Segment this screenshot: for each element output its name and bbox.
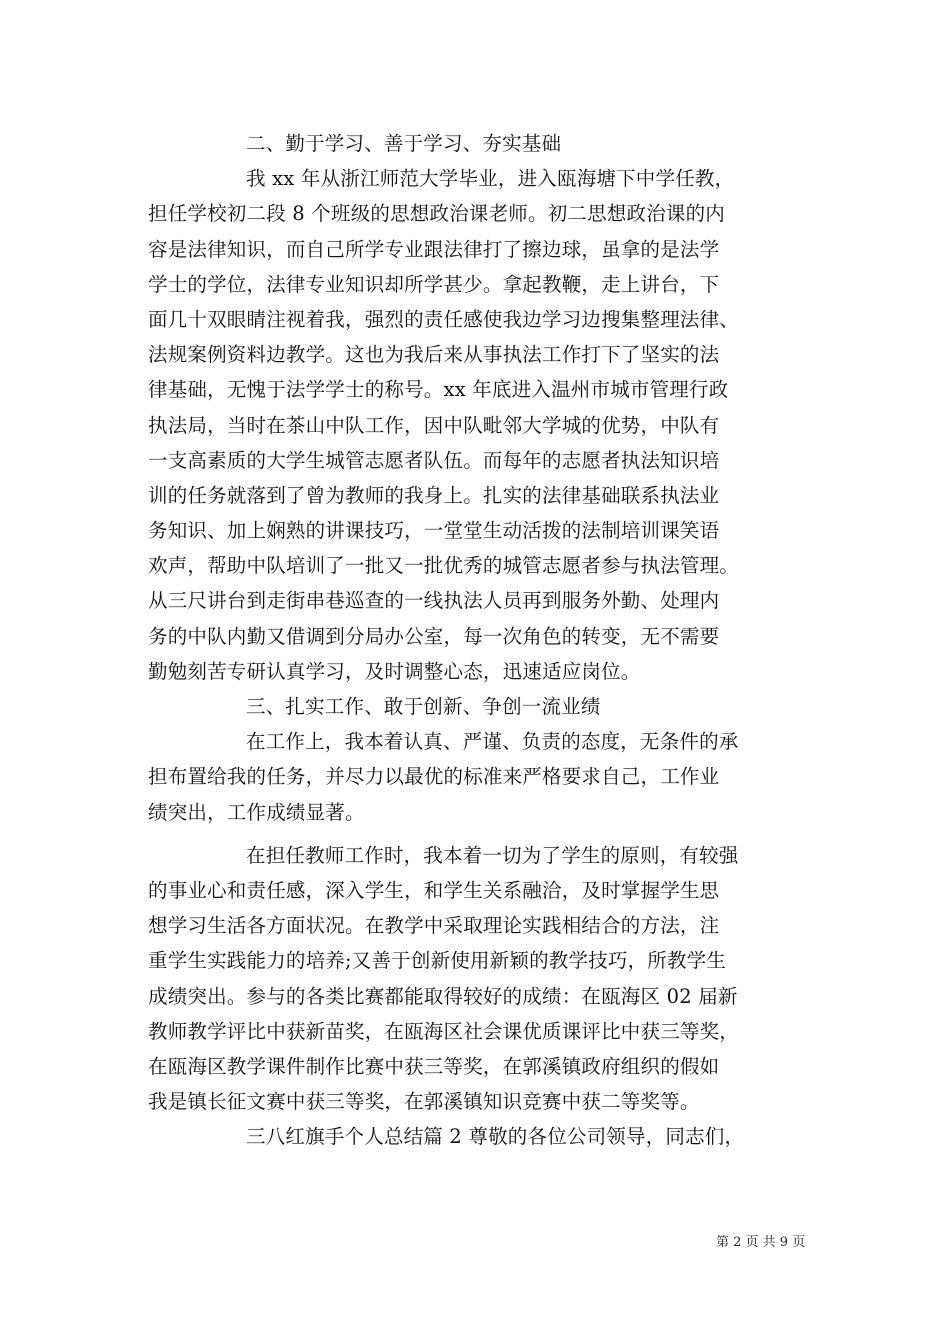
text-line: 执法局，当时在茶山中队工作，因中队毗邻大学城的优势，中队有: [148, 413, 720, 437]
text-line: 学士的学位，法律专业知识却所学甚少。拿起教鞭，走上讲台，下: [148, 272, 720, 296]
text-line: 容是法律知识，而自己所学专业跟法律打了擦边球，虽拿的是法学: [148, 237, 720, 261]
section-heading: 三、扎实工作、敢于创新、争创一流业绩: [246, 695, 601, 718]
text-line: 欢声，帮助中队培训了一批又一批优秀的城管志愿者参与执法管理。: [148, 554, 740, 578]
text-line: 成绩突出。参与的各类比赛都能取得较好的成绩：在瓯海区 02 届新: [148, 984, 738, 1008]
text-line: 勤勉刻苦专研认真学习，及时调整心态，迅速适应岗位。: [148, 659, 641, 683]
text-line: 重学生实践能力的培养;又善于创新使用新颖的教学技巧，所教学生: [148, 949, 727, 973]
text-line: 我 xx 年从浙江师范大学毕业，进入瓯海塘下中学任教，: [246, 167, 735, 191]
text-line: 我是镇长征文赛中获三等奖，在郭溪镇知识竞赛中获二等奖等。: [148, 1090, 700, 1114]
text-line: 面几十双眼睛注视着我，强烈的责任感使我边学习边搜集整理法律、: [148, 307, 740, 331]
text-line: 三八红旗手个人总结篇 2 尊敬的各位公司领导，同志们，: [246, 1125, 745, 1149]
text-line: 务的中队内勤又借调到分局办公室，每一次角色的转变，无不需要: [148, 624, 720, 648]
text-line: 的事业心和责任感，深入学生，和学生关系融洽，及时掌握学生思: [148, 878, 720, 902]
text-line: 在瓯海区教学课件制作比赛中获三等奖，在郭溪镇政府组织的假如: [148, 1054, 720, 1078]
text-line: 在工作上，我本着认真、严谨、负责的态度，无条件的承: [246, 730, 739, 754]
text-line: 担任学校初二段 8 个班级的思想政治课老师。初二思想政治课的内: [148, 202, 726, 226]
text-line: 从三尺讲台到走街串巷巡查的一线执法人员再到服务外勤、处理内: [148, 589, 720, 613]
text-line: 训的任务就落到了曾为教师的我身上。扎实的法律基础联系执法业: [148, 483, 720, 507]
text-line: 务知识、加上娴熟的讲课技巧，一堂堂生动活拨的法制培训课笑语: [148, 519, 720, 543]
text-line: 律基础，无愧于法学学士的称号。xx 年底进入温州市城市管理行政: [148, 378, 729, 402]
text-line: 想学习生活各方面状况。在教学中采取理论实践相结合的方法，注: [148, 914, 720, 938]
document-body: [148, 126, 808, 1154]
paragraph-gap: [148, 830, 808, 838]
text-line: 教师教学评比中获新苗奖，在瓯海区社会课优质课评比中获三等奖，: [148, 1019, 740, 1043]
page-number: 第 2 页 共 9 页: [716, 1235, 806, 1250]
text-line: 一支高素质的大学生城管志愿者队伍。而每年的志愿者执法知识培: [148, 448, 720, 472]
section-heading: 二、勤于学习、善于学习、夯实基础: [246, 132, 562, 155]
text-line: 绩突出，工作成绩显著。: [148, 800, 365, 824]
text-line: 法规案例资料边教学。这也为我后来从事执法工作打下了坚实的法: [148, 343, 720, 367]
text-line: 担布置给我的任务，并尽力以最优的标准来严格要求自己，工作业: [148, 765, 720, 789]
text-line: 在担任教师工作时，我本着一切为了学生的原则，有较强: [246, 843, 739, 867]
